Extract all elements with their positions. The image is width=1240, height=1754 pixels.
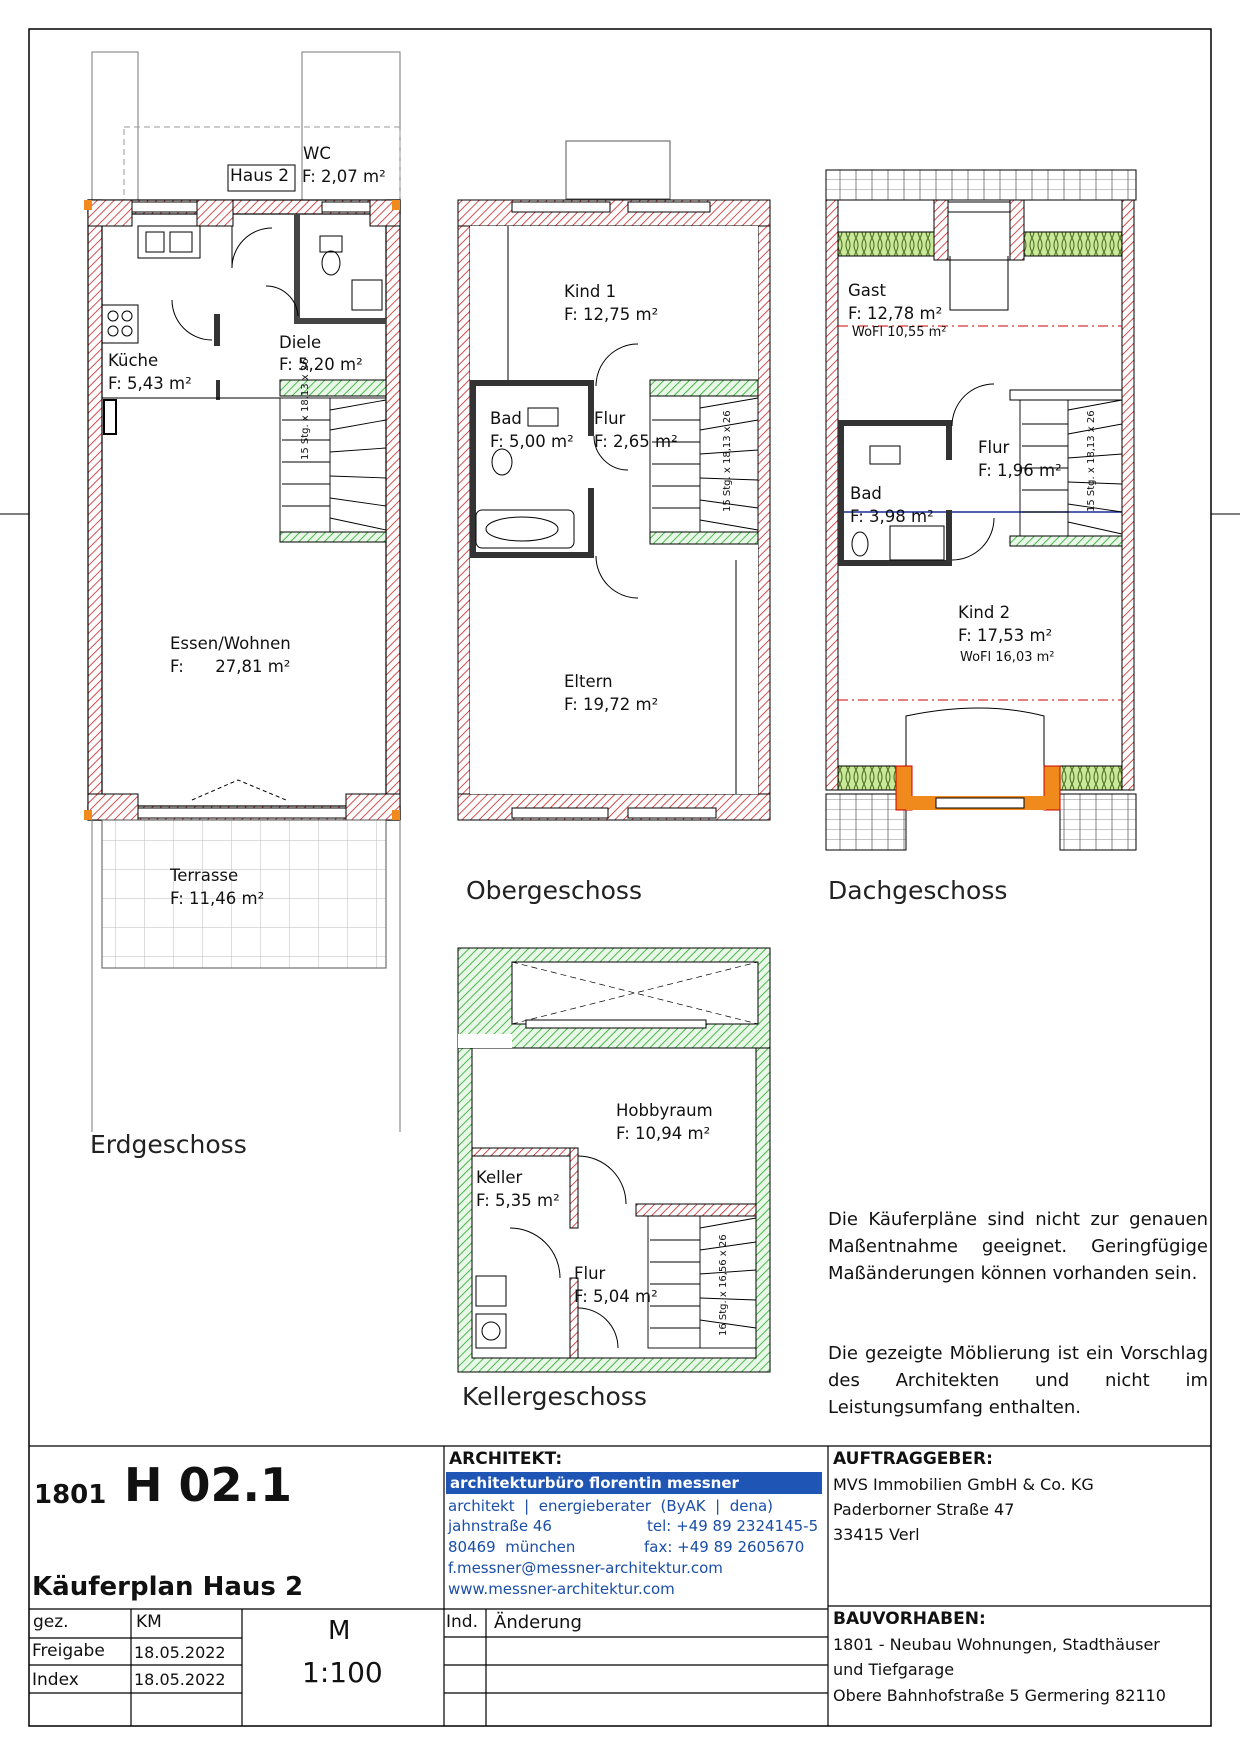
room-eltern-name: Eltern [564,672,613,691]
room-gast-name: Gast [848,281,886,300]
plan-title: Käuferplan Haus 2 [32,1572,304,1602]
room-flur-dg-area: F: 1,96 m² [978,461,1062,480]
haus-tag: Haus 2 [230,166,290,186]
room-wc-name: WC [303,144,331,163]
office-phone: tel: +49 89 2324145-5 [647,1517,819,1535]
room-kind1-name: Kind 1 [564,282,617,301]
project-line3: Obere Bahnhofstraße 5 Germering 82110 [833,1686,1166,1705]
stair-label-eg: 15 Stg. x 18,13 x 26 [300,358,311,460]
note-measurements: Die Käuferpläne sind nicht zur genauen Maßentnahme geeignet. Geringfügige Maßänderungen können vorhanden sein. [828,1209,1208,1284]
room-flur-og-name: Flur [594,409,626,428]
room-kind2-area: F: 17,53 m² [958,626,1053,645]
plan-erdgeschoss [84,52,400,1132]
scale-value: 1:100 [302,1656,383,1689]
client-line1: MVS Immobilien GmbH & Co. KG [833,1475,1094,1494]
room-wc-area: F: 2,07 m² [302,167,386,186]
room-kind2-name: Kind 2 [958,603,1011,622]
project-number: 1801 [34,1480,107,1510]
room-keller-area: F: 5,35 m² [476,1191,560,1210]
freigabe-value: 18.05.2022 [134,1643,226,1662]
office-web[interactable]: www.messner-architektur.com [448,1580,675,1598]
office-street: jahnstraße 46 [448,1517,552,1535]
room-essen-area: F: 27,81 m² [170,657,291,676]
room-flur-og-area: F: 2,65 m² [594,432,678,451]
index-value: 18.05.2022 [134,1670,226,1689]
room-gast-area: F: 12,78 m² [848,304,943,323]
ind-label: Ind. [446,1612,478,1632]
floor-label-dachgeschoss: Dachgeschoss [828,876,1008,905]
stair-label-og: 15 Stg. x 18,13 x 26 [722,410,733,512]
room-kind1-area: F: 12,75 m² [564,305,659,324]
room-hobby-name: Hobbyraum [616,1101,713,1120]
office-name: architekturbüro florentin messner [450,1474,739,1492]
note-furniture: Die gezeigte Möblierung ist ein Vorschlag des Architekten und nicht im Leistungsumfang enthalten. [828,1343,1208,1418]
room-eltern-area: F: 19,72 m² [564,695,659,714]
floor-label-obergeschoss: Obergeschoss [466,876,642,905]
room-terrasse-name: Terrasse [170,866,239,885]
room-flur-dg-name: Flur [978,438,1010,457]
index-label: Index [32,1670,79,1690]
room-gast-wofl: WoFl 10,55 m² [852,325,947,340]
client-line2: Paderborner Straße 47 [833,1500,1015,1519]
room-bad-og-name: Bad [490,409,522,428]
aenderung-label: Änderung [494,1612,582,1633]
room-kueche-name: Küche [108,351,159,370]
scale-m-label: M [328,1616,351,1646]
stair-label-kg: 16 Stg. x 16,56 x 26 [718,1234,729,1336]
architekt-heading: ARCHITEKT: [449,1449,563,1469]
room-bad-dg-name: Bad [850,484,882,503]
auftraggeber-heading: AUFTRAGGEBER: [833,1449,993,1469]
room-kind2-wofl: WoFl 16,03 m² [960,650,1055,665]
project-line1: 1801 - Neubau Wohnungen, Stadthäuser [833,1635,1160,1654]
room-essen-name: Essen/Wohnen [170,634,291,653]
gez-value: KM [136,1612,162,1632]
office-role: architekt | energieberater (ByAK | dena) [448,1497,774,1515]
project-line2: und Tiefgarage [833,1660,955,1679]
room-keller-name: Keller [476,1168,523,1187]
room-flur-kg-area: F: 5,04 m² [574,1287,658,1306]
room-kueche-area: F: 5,43 m² [108,374,192,393]
plan-number: H 02.1 [124,1458,293,1512]
stair-label-dg: 15 Stg. x 18,13 x 26 [1086,410,1097,512]
floor-label-erdgeschoss: Erdgeschoss [90,1130,247,1159]
office-city: 80469 münchen [448,1538,576,1556]
room-hobby-area: F: 10,94 m² [616,1124,711,1143]
room-bad-dg-area: F: 3,98 m² [850,507,934,526]
room-diele-area: F: 5,20 m² [279,355,363,374]
freigabe-label: Freigabe [32,1641,105,1661]
room-terrasse-area: F: 11,46 m² [170,889,265,908]
client-line3: 33415 Verl [833,1525,920,1544]
office-fax: fax: +49 89 2605670 [644,1538,805,1556]
gez-label: gez. [33,1612,69,1632]
room-flur-kg-name: Flur [574,1264,606,1283]
room-bad-og-area: F: 5,00 m² [490,432,574,451]
room-diele-name: Diele [279,333,322,352]
bauvorhaben-heading: BAUVORHABEN: [833,1609,986,1629]
floor-label-kellergeschoss: Kellergeschoss [462,1382,647,1411]
office-email[interactable]: f.messner@messner-architektur.com [448,1559,723,1577]
